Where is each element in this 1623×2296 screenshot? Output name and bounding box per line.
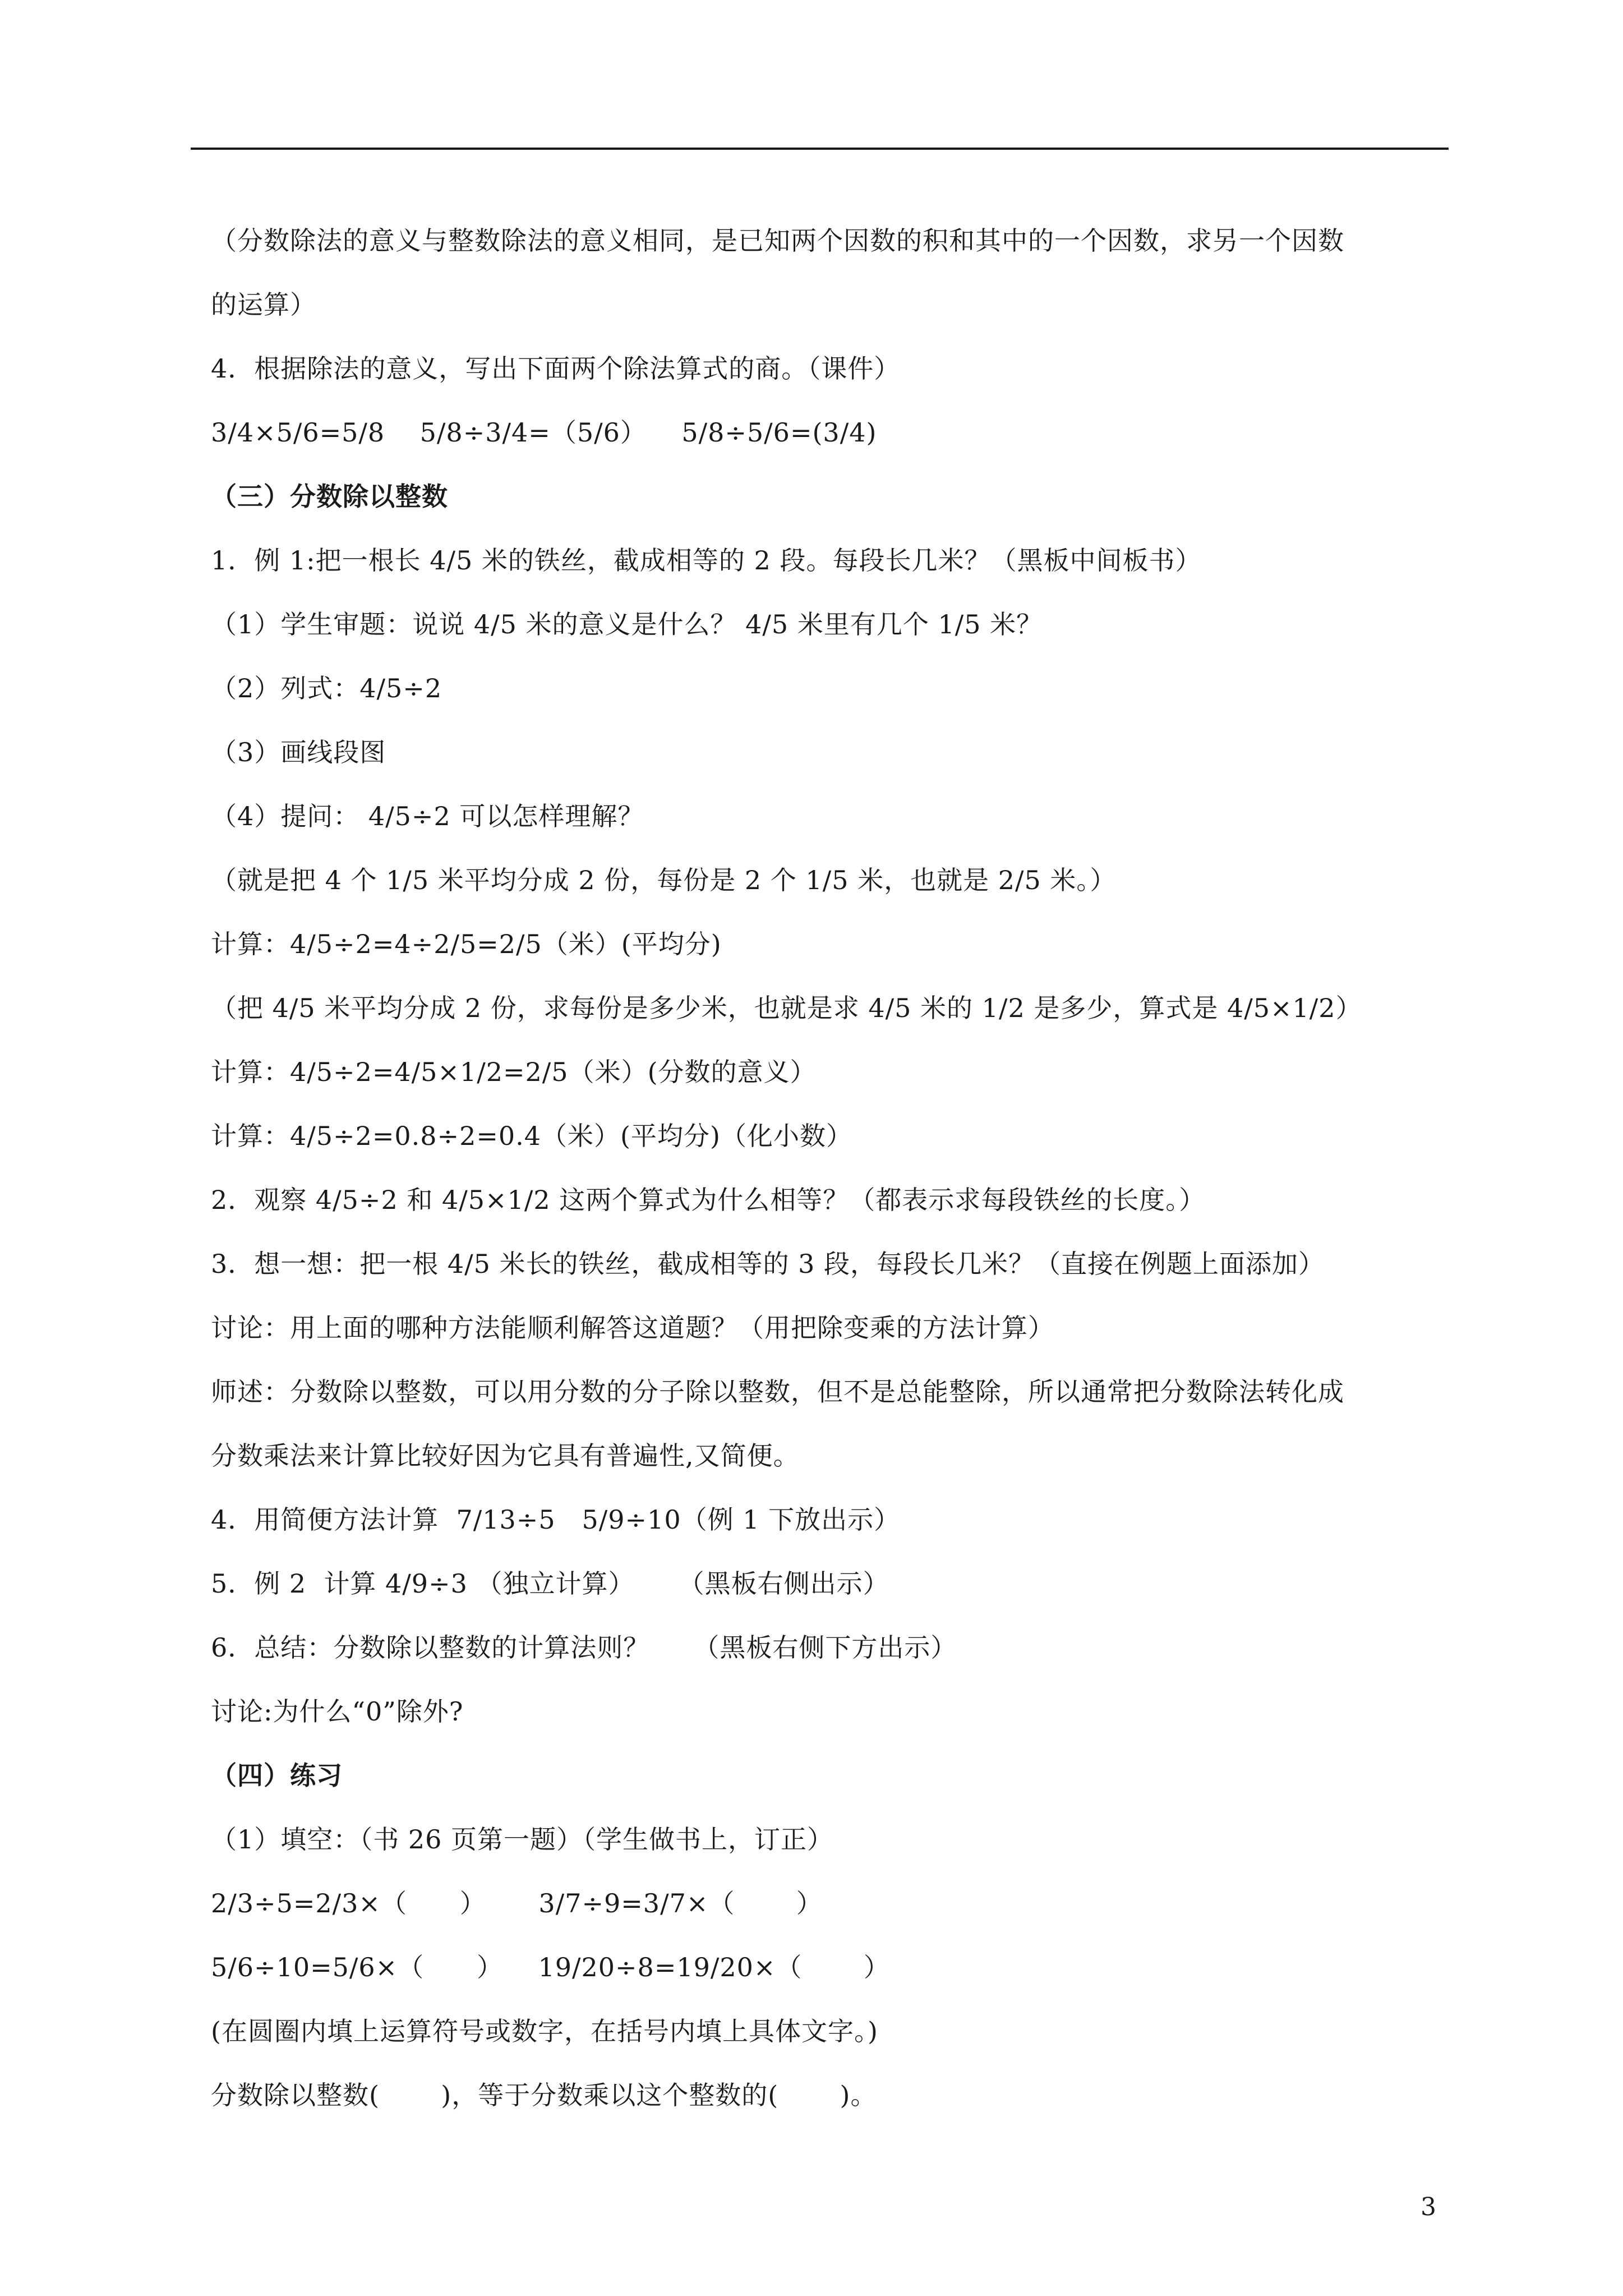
text-line: （3）画线段图	[211, 737, 386, 767]
text-line: （1）学生审题：说说 4/5 米的意义是什么？ 4/5 米里有几个 1/5 米？	[211, 609, 1043, 639]
text-line: 3/4×5/6=5/8 5/8÷3/4=（5/6） 5/8÷5/6=(3/4)	[211, 417, 877, 448]
document-body	[211, 209, 1449, 2127]
text-line: 讨论:为什么“0”除外?	[211, 1696, 464, 1727]
text-line: （就是把 4 个 1/5 米平均分成 2 份，每份是 2 个 1/5 米，也就是 2/5 米。）	[211, 865, 1117, 895]
text-line: 2/3÷5=2/3×（ ） 3/7÷9=3/7×（ ）	[211, 1888, 823, 1918]
text-line: （1）填空：（书 26 页第一题）（学生做书上，订正）	[211, 1824, 834, 1855]
text-line: 1．例 1:把一根长 4/5 米的铁丝，截成相等的 2 段。每段长几米？（黑板中间板书）	[211, 545, 1202, 576]
text-line: 计算：4/5÷2=4/5×1/2=2/5（米）(分数的意义）	[211, 1057, 817, 1087]
text-line: 6．总结：分数除以整数的计算法则？ （黑板右侧下方出示）	[211, 1632, 957, 1663]
text-line: 讨论：用上面的哪种方法能顺利解答这道题？（用把除变乘的方法计算）	[211, 1313, 1054, 1343]
text-line: 分数除以整数( )，等于分数乘以这个整数的( )。	[211, 2080, 877, 2110]
text-line: 3．想一想：把一根 4/5 米长的铁丝，截成相等的 3 段，每段长几米？（直接在例题上面添加）	[211, 1249, 1325, 1279]
text-line: （把 4/5 米平均分成 2 份，求每份是多少米，也就是求 4/5 米的 1/2 是多少，算式是 4/5×1/2）	[211, 993, 1362, 1023]
text-line: 4．用简便方法计算 7/13÷5 5/9÷10（例 1 下放出示）	[211, 1504, 901, 1535]
page-number: 3	[1421, 2193, 1436, 2221]
text-line: 分数乘法来计算比较好因为它具有普遍性,又简便。	[211, 1441, 800, 1471]
text-line: （分数除法的意义与整数除法的意义相同，是已知两个因数的积和其中的一个因数，求另一个因数	[211, 226, 1344, 256]
text-line: 2．观察 4/5÷2 和 4/5×1/2 这两个算式为什么相等？（都表示求每段铁丝的长度。）	[211, 1185, 1206, 1215]
text-line: (在圆圈内填上运算符号或数字，在括号内填上具体文字。)	[211, 2016, 878, 2046]
section-heading: （三）分数除以整数	[211, 481, 448, 512]
text-line: 计算：4/5÷2=0.8÷2=0.4（米）(平均分)（化小数）	[211, 1121, 852, 1151]
text-line: 师述：分数除以整数，可以用分数的分子除以整数，但不是总能整除，所以通常把分数除法转化成	[211, 1377, 1344, 1407]
section-heading: （四）练习	[211, 1760, 343, 1791]
text-line: 的运算）	[211, 289, 316, 320]
text-line: 5/6÷10=5/6×（ ） 19/20÷8=19/20×（ ）	[211, 1952, 890, 1982]
text-line: 5．例 2 计算 4/9÷3 （独立计算） （黑板右侧出示）	[211, 1568, 889, 1599]
text-line: （2）列式：4/5÷2	[211, 673, 442, 703]
text-line: （4）提问： 4/5÷2 可以怎样理解？	[211, 801, 644, 831]
header-rule	[191, 148, 1449, 150]
text-line: 4．根据除法的意义，写出下面两个除法算式的商。（课件）	[211, 353, 901, 384]
text-line: 计算：4/5÷2=4÷2/5=2/5（米）(平均分)	[211, 929, 722, 959]
